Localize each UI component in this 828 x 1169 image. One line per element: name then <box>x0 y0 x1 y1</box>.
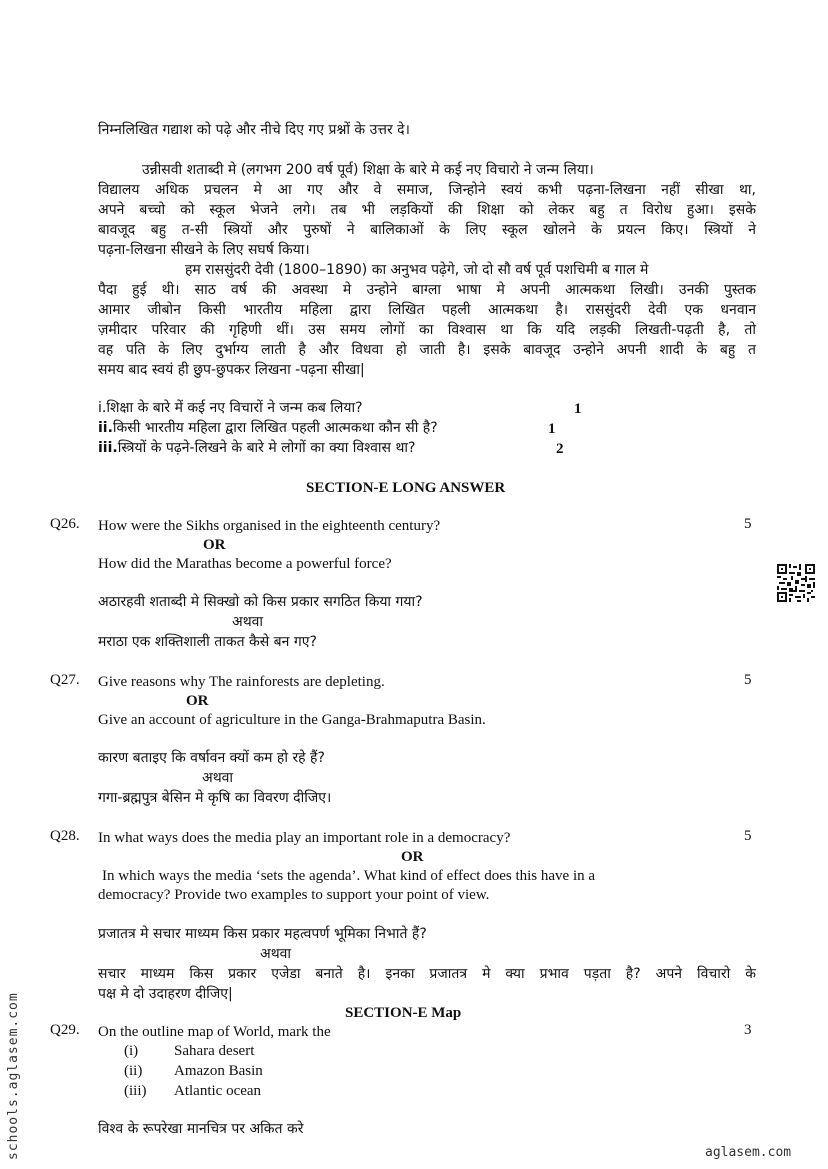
q27-english-question: Give reasons why The rainforests are depleting. <box>98 674 385 690</box>
passage-question-3 <box>98 438 415 458</box>
q28-english-alternate-line1: In which ways the media ‘sets the agenda’. What kind of effect does this have in a <box>102 868 596 884</box>
q29-item-number: (i) <box>124 1043 139 1059</box>
q28-hindi-or: अथवा <box>260 946 292 962</box>
q28-hindi-question: प्रजातत्र मे सचार माध्यम किस प्रकार महत्वपर्ण भूमिका निभाते हैं? <box>98 926 427 942</box>
q26-marks: 5 <box>744 516 752 532</box>
passage-question-1-marks: 1 <box>574 401 582 417</box>
passage-question-3-marks: 2 <box>556 441 564 457</box>
q27-marks: 5 <box>744 672 752 688</box>
passage-para1-line3: अपने बच्चो को स्कूल भेजने लगे। तब भी लड़कियों की शिक्षा को लेकर बहु त विरोध हुआ। इसके <box>98 202 756 218</box>
passage-question-2-marks: 1 <box>548 421 556 437</box>
q28-number: Q28. <box>50 828 80 844</box>
footer-watermark: aglasem.com <box>705 1145 792 1160</box>
question-text: स्त्रियों के पढ़ने-लिखने के बारे मे लोगों का क्या विश्वास था? <box>117 440 416 456</box>
question-number: i. <box>98 400 107 416</box>
q29-item-number: (iii) <box>124 1083 147 1099</box>
passage-para1-line1: उन्नीसवी शताब्दी मे (लगभग 200 वर्ष पूर्व) शिक्षा के बारे मे कई नए विचारो ने जन्म लिया। <box>142 162 594 178</box>
q29-item-text: Amazon Basin <box>174 1063 263 1079</box>
q26-english-alternate: How did the Marathas become a powerful force? <box>98 556 392 572</box>
question-text: शिक्षा के बारे में कई नए विचारों ने जन्म कब लिया? <box>106 400 363 416</box>
q28-english-question: In what ways does the media play an important role in a democracy? <box>98 830 511 846</box>
q27-or: OR <box>186 693 209 709</box>
question-number: ii. <box>98 420 113 436</box>
q28-or: OR <box>401 849 424 865</box>
passage-para2-line2: पैदा हुई थी। साठ वर्ष की अवस्था मे उन्होने बाग्ला भाषा मे अपनी आत्मकथा लिखी। उनकी पुस्तक <box>98 282 756 298</box>
q29-hindi-question: विश्व के रूपरेखा मानचित्र पर अकित करे <box>98 1121 304 1137</box>
qr-code-icon <box>777 564 815 602</box>
question-number: iii. <box>98 440 118 456</box>
passage-para2-line6: समय बाद स्वयं ही छुप-छुपकर लिखना -पढ़ना सीखा| <box>98 362 365 378</box>
q29-number: Q29. <box>50 1022 80 1038</box>
passage-question-1 <box>98 398 363 418</box>
passage-instruction: निम्नलिखित गद्याश को पढ़े और नीचे दिए गए प्रश्नों के उत्तर दे। <box>98 122 410 138</box>
q26-hindi-alternate: मराठा एक शक्तिशाली ताकत कैसे बन गए? <box>98 634 317 650</box>
passage-question-2 <box>98 418 438 438</box>
passage-para1-line5: पढ़ना-लिखना सीखने के लिए सघर्ष किया। <box>98 242 310 258</box>
q26-english-question: How were the Sikhs organised in the eighteenth century? <box>98 518 441 534</box>
q29-item-text: Sahara desert <box>174 1043 255 1059</box>
q27-hindi-alternate: गगा-ब्रह्मपुत्र बेसिन मे कृषि का विवरण दीजिए। <box>98 790 332 806</box>
passage-para1-line2: विद्यालय अधिक प्रचलन मे आ गए और वे समाज, जिन्होने स्वयं कभी पढ़ना-लिखना नहीं सीखा था, <box>98 182 756 198</box>
passage-para2-line3: आमार जीबोन किसी भारतीय महिला द्वारा लिखित पहली आत्मकथा है। राससुंदरी देवी एक धनवान <box>98 302 756 318</box>
section-heading-long-answer: SECTION-E LONG ANSWER <box>306 480 506 496</box>
side-watermark: schools.aglasem.com <box>6 992 21 1160</box>
q27-hindi-question: कारण बताइए कि वर्षावन क्यों कम हो रहे हैं? <box>98 750 325 766</box>
q27-number: Q27. <box>50 672 80 688</box>
q26-hindi-or: अथवा <box>232 614 264 630</box>
q28-hindi-alternate-line1: सचार माध्यम किस प्रकार एजेडा बनाते है। इनका प्रजातत्र मे क्या प्रभाव पड़ता है? अपने विचारो के <box>98 966 756 982</box>
q28-hindi-alternate-line2: पक्ष मे दो उदाहरण दीजिए| <box>98 986 233 1002</box>
passage-para1-line4: बावजूद बहु त-सी स्त्रियों और पुरुषों ने बालिकाओं के लिए स्कूल खोलने के प्रयत्न किए। स्त्रियों ने <box>98 222 756 238</box>
q29-english-question: On the outline map of World, mark the <box>98 1024 331 1040</box>
q26-number: Q26. <box>50 516 80 532</box>
q26-hindi-question: अठारहवी शताब्दी मे सिक्खो को किस प्रकार सगठित किया गया? <box>98 594 423 610</box>
q29-item-number: (ii) <box>124 1063 143 1079</box>
q27-hindi-or: अथवा <box>202 770 234 786</box>
question-text: किसी भारतीय महिला द्वारा लिखित पहली आत्मकथा कौन सी है? <box>112 420 438 436</box>
q29-marks: 3 <box>744 1022 752 1038</box>
q28-marks: 5 <box>744 828 752 844</box>
q26-or: OR <box>203 537 226 553</box>
section-heading-map: SECTION-E Map <box>345 1005 462 1021</box>
passage-para2-line5: वह पति के लिए दुर्भाग्य लाती है और विधवा हो जाती है। इसके बावजूद उन्होने अपनी शादी के बहु त <box>98 342 756 358</box>
q27-english-alternate: Give an account of agriculture in the Ganga-Brahmaputra Basin. <box>98 712 486 728</box>
passage-para2-line1: हम राससुंदरी देवी (1800–1890) का अनुभव पढ़ेगे, जो दो सौ वर्ष पूर्व पशचिमी ब गाल मे <box>185 262 649 278</box>
q28-english-alternate-line2: democracy? Provide two examples to support your point of view. <box>98 887 490 903</box>
q29-item-text: Atlantic ocean <box>174 1083 262 1099</box>
passage-para2-line4: ज़मीदार परिवार की गृहिणी थीं। उस समय लोगों का विश्वास था कि यदि लड़की लिखती-पढ़ती है, तो <box>98 322 756 338</box>
